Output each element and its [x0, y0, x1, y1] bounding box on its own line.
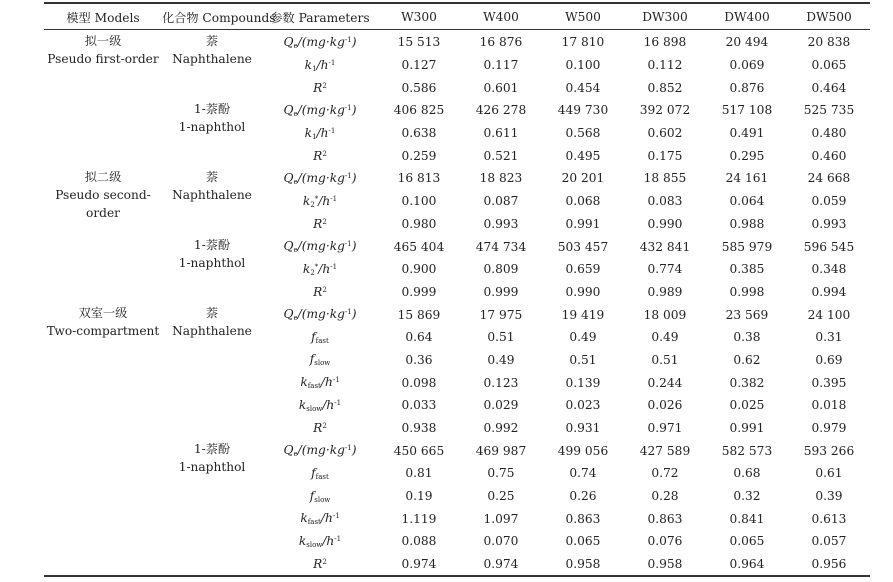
value-cell: 0.992: [483, 421, 519, 436]
param-symbol: k: [302, 261, 311, 276]
param-superscript: 2: [322, 558, 327, 567]
col-header-compounds: 化合物 Compounds: [162, 10, 276, 25]
value-cell: 427 589: [639, 443, 691, 458]
param-symbol: Q: [283, 307, 294, 322]
param-cell: [262, 54, 378, 77]
value-cell: 0.64: [405, 330, 433, 345]
value-cell: 0.087: [483, 194, 519, 209]
value-cell: 0.023: [565, 398, 601, 413]
value-cell: 0.990: [565, 284, 601, 299]
value-cell: 0.49: [487, 352, 515, 367]
compound-name-en: 1-naphthol: [178, 120, 246, 135]
value-cell: 18 009: [643, 307, 687, 322]
value-cell: 585 979: [721, 239, 773, 254]
param-subscript: fast: [307, 518, 321, 527]
value-cell: 0.74: [569, 466, 597, 481]
param-subscript: slow: [306, 540, 323, 549]
model-cell: [44, 31, 162, 167]
param-superscript: -1: [344, 35, 352, 44]
compound-cell: [162, 99, 262, 167]
value-cell: 582 573: [721, 443, 773, 458]
param-symbol: f: [309, 488, 315, 503]
compound-name-cn: 萘: [205, 170, 219, 185]
param-cell: [262, 485, 378, 508]
param-cell: [262, 190, 378, 213]
compound-name-cn: 萘: [205, 306, 219, 321]
value-cell: 0.979: [811, 421, 847, 436]
param-symbol: Q: [283, 239, 294, 254]
compound-name-cn: 1-萘酚: [193, 238, 231, 253]
param-symbol: k: [300, 375, 308, 390]
param-cell: [262, 213, 378, 236]
param-symbol: Q: [283, 170, 294, 185]
value-cell: 0.991: [729, 421, 765, 436]
compound-name-en: Naphthalene: [172, 188, 252, 203]
value-cell: 0.057: [811, 534, 847, 549]
param-unit: /h: [322, 397, 335, 412]
param-cell: [262, 349, 378, 372]
param-superscript: *: [314, 194, 319, 203]
param-unit: /h: [318, 193, 331, 208]
value-cell: 0.065: [565, 534, 601, 549]
value-cell: 0.638: [401, 126, 437, 141]
value-cell: 0.31: [815, 330, 843, 345]
value-cell: 0.51: [651, 352, 679, 367]
col-header-w400: W400: [483, 10, 519, 24]
value-cell: 503 457: [557, 239, 609, 254]
value-cell: 0.994: [811, 284, 847, 299]
param-superscript: 2: [322, 422, 327, 431]
param-cell: [262, 326, 378, 349]
value-cell: 0.991: [565, 216, 601, 231]
param-superscript: 2: [322, 217, 327, 226]
param-subscript: fast: [307, 382, 321, 391]
compound-name-cn: 萘: [205, 34, 219, 48]
param-subscript: 1: [312, 132, 317, 141]
value-cell: 406 825: [393, 103, 445, 118]
param-superscript: -1: [328, 126, 336, 135]
param-cell: [262, 303, 378, 326]
param-unit-close: ): [351, 239, 357, 254]
value-cell: 0.025: [729, 398, 765, 413]
value-cell: 0.988: [729, 216, 765, 231]
value-cell: 0.065: [729, 534, 765, 549]
value-cell: 0.385: [729, 262, 765, 277]
value-cell: 23 569: [725, 307, 769, 322]
value-cell: 0.613: [811, 511, 847, 526]
param-unit: /h: [322, 533, 335, 548]
value-cell: 0.259: [401, 148, 437, 163]
param-unit: /h: [320, 511, 333, 526]
value-cell: 0.065: [811, 58, 847, 73]
param-cell: [262, 122, 378, 145]
param-cell: [262, 462, 378, 485]
value-cell: 0.69: [815, 352, 843, 367]
value-cell: 24 100: [807, 307, 851, 322]
value-cell: 525 735: [803, 103, 855, 118]
param-superscript: 2: [322, 81, 327, 90]
value-cell: 15 869: [397, 307, 441, 322]
compound-name-en: Naphthalene: [172, 52, 252, 66]
value-cell: 0.964: [729, 557, 765, 572]
value-cell: 0.602: [647, 126, 683, 141]
value-cell: 0.971: [647, 421, 683, 436]
kinetics-table: [44, 5, 870, 576]
value-cell: 0.809: [483, 262, 519, 277]
value-cell: 0.38: [733, 330, 761, 345]
value-cell: 0.139: [565, 375, 601, 390]
table-row: [44, 303, 870, 326]
value-cell: 0.069: [729, 58, 765, 73]
value-cell: 0.863: [647, 511, 683, 526]
model-name-cn: 拟一级: [84, 34, 122, 48]
value-cell: 0.999: [483, 284, 519, 299]
value-cell: 0.586: [401, 80, 437, 95]
col-header-models: 模型 Models: [66, 10, 140, 25]
model-name-en: Two-compartment: [46, 324, 160, 339]
value-cell: 469 987: [475, 443, 527, 458]
param-symbol: Q: [283, 102, 294, 117]
value-cell: 0.659: [565, 262, 601, 277]
param-cell: [262, 371, 378, 394]
table-row: [44, 439, 870, 462]
param-cell: [262, 417, 378, 440]
value-cell: 0.993: [483, 216, 519, 231]
table-row: [44, 99, 870, 122]
value-cell: 0.395: [811, 375, 847, 390]
param-subscript: slow: [306, 404, 323, 413]
param-subscript: e: [293, 246, 298, 255]
value-cell: 0.464: [811, 80, 847, 95]
value-cell: 0.876: [729, 80, 765, 95]
value-cell: 17 975: [479, 307, 523, 322]
value-cell: 449 730: [557, 103, 609, 118]
param-cell: [262, 394, 378, 417]
model-name-en: Pseudo first-order: [47, 52, 159, 66]
value-cell: 17 810: [561, 35, 605, 50]
param-cell: [262, 439, 378, 462]
value-cell: 0.127: [401, 58, 437, 73]
value-cell: 0.083: [647, 194, 683, 209]
param-subscript: slow: [314, 495, 331, 504]
param-cell: [262, 258, 378, 281]
param-symbol: R: [313, 557, 323, 572]
param-cell: [262, 553, 378, 576]
value-cell: 0.033: [401, 398, 437, 413]
value-cell: 20 201: [561, 171, 605, 186]
value-cell: 0.39: [815, 489, 843, 504]
param-unit-close: ): [351, 170, 357, 185]
value-cell: 0.28: [651, 489, 679, 504]
compound-cell: [162, 167, 262, 235]
param-unit: /h: [318, 261, 331, 276]
param-symbol: R: [313, 80, 323, 95]
value-cell: 0.774: [647, 262, 683, 277]
value-cell: 24 668: [807, 171, 851, 186]
value-cell: 0.19: [405, 489, 433, 504]
value-cell: 432 841: [639, 239, 691, 254]
param-symbol: k: [298, 397, 307, 412]
value-cell: 0.480: [811, 126, 847, 141]
value-cell: 24 161: [725, 171, 769, 186]
param-superscript: 2: [322, 149, 327, 158]
value-cell: 16 898: [643, 35, 687, 50]
value-cell: 0.491: [729, 126, 765, 141]
param-symbol: k: [298, 533, 307, 548]
param-symbol: R: [313, 284, 323, 299]
param-symbol: k: [304, 125, 313, 140]
col-header-dw400: DW400: [724, 10, 770, 24]
param-superscript: -1: [334, 398, 342, 407]
value-cell: 0.076: [647, 534, 683, 549]
compound-name-en: Naphthalene: [172, 324, 252, 339]
value-cell: 18 823: [479, 171, 523, 186]
param-cell: [262, 507, 378, 530]
value-cell: 0.244: [647, 375, 683, 390]
value-cell: 450 665: [393, 443, 445, 458]
param-symbol: f: [309, 352, 315, 367]
model-name-en: order: [85, 206, 120, 221]
value-cell: 20 838: [807, 35, 851, 50]
value-cell: 1.119: [401, 511, 437, 526]
param-symbol: R: [313, 421, 323, 436]
value-cell: 0.993: [811, 216, 847, 231]
model-name-cn: 双室一级: [78, 306, 128, 321]
value-cell: 0.059: [811, 194, 847, 209]
compound-name-en: 1-naphthol: [178, 460, 246, 475]
value-cell: 0.32: [733, 489, 761, 504]
value-cell: 0.980: [401, 216, 437, 231]
value-cell: 0.49: [569, 330, 597, 345]
value-cell: 0.098: [401, 375, 437, 390]
param-cell: [262, 99, 378, 122]
table-row: [44, 31, 870, 54]
value-cell: 0.61: [815, 466, 843, 481]
value-cell: 465 404: [393, 239, 445, 254]
param-cell: [262, 31, 378, 54]
value-cell: 0.938: [401, 421, 437, 436]
param-symbol: k: [302, 193, 311, 208]
value-cell: 0.601: [483, 80, 519, 95]
value-cell: 0.931: [565, 421, 601, 436]
param-unit-close: ): [351, 102, 357, 117]
param-symbol: Q: [283, 443, 294, 458]
compound-name-cn: 1-萘酚: [193, 442, 231, 457]
compound-cell: [162, 439, 262, 575]
param-symbol: R: [313, 148, 323, 163]
param-subscript: 1: [312, 64, 317, 73]
value-cell: 0.611: [483, 126, 519, 141]
table-body: [44, 31, 870, 576]
param-unit: /(mg·kg: [297, 170, 345, 185]
param-cell: [262, 235, 378, 258]
value-cell: 0.295: [729, 148, 765, 163]
value-cell: 20 494: [725, 35, 769, 50]
param-superscript: -1: [344, 103, 352, 112]
model-name-cn: 拟二级: [84, 170, 122, 185]
value-cell: 0.68: [733, 466, 761, 481]
param-subscript: fast: [315, 472, 329, 481]
value-cell: 0.51: [569, 352, 597, 367]
value-cell: 1.097: [483, 511, 519, 526]
compound-cell: [162, 31, 262, 99]
value-cell: 0.999: [401, 284, 437, 299]
table-row: [44, 167, 870, 190]
param-unit: /(mg·kg: [297, 443, 345, 458]
value-cell: 0.521: [483, 148, 519, 163]
value-cell: 0.568: [565, 126, 601, 141]
value-cell: 16 876: [479, 35, 523, 50]
top-rule: [44, 2, 870, 4]
param-unit: /h: [316, 57, 329, 72]
value-cell: 0.75: [487, 466, 515, 481]
value-cell: 0.117: [483, 58, 519, 73]
param-subscript: slow: [314, 359, 331, 368]
value-cell: 593 266: [803, 443, 855, 458]
value-cell: 16 813: [397, 171, 441, 186]
param-superscript: -1: [334, 534, 342, 543]
param-symbol: k: [304, 57, 313, 72]
value-cell: 0.123: [483, 375, 519, 390]
param-subscript: e: [293, 41, 298, 50]
param-unit: /(mg·kg: [297, 34, 345, 49]
param-superscript: -1: [330, 262, 338, 271]
value-cell: 0.070: [483, 534, 519, 549]
compound-cell: [162, 235, 262, 303]
value-cell: 0.460: [811, 148, 847, 163]
value-cell: 0.900: [401, 262, 437, 277]
value-cell: 0.863: [565, 511, 601, 526]
value-cell: 474 734: [475, 239, 527, 254]
value-cell: 0.841: [729, 511, 765, 526]
header-row: [44, 5, 870, 29]
value-cell: 596 545: [803, 239, 855, 254]
param-cell: [262, 76, 378, 99]
param-subscript: 2: [310, 200, 315, 209]
value-cell: 0.454: [565, 80, 601, 95]
param-superscript: 2: [322, 285, 327, 294]
param-subscript: 2: [310, 268, 315, 277]
value-cell: 0.998: [729, 284, 765, 299]
value-cell: 0.26: [569, 489, 597, 504]
param-unit: /(mg·kg: [297, 239, 345, 254]
param-symbol: f: [311, 329, 316, 344]
param-symbol: f: [311, 465, 316, 480]
param-cell: [262, 530, 378, 553]
param-subscript: e: [293, 109, 298, 118]
value-cell: 0.495: [565, 148, 601, 163]
col-header-dw300: DW300: [642, 10, 688, 24]
value-cell: 499 056: [557, 443, 609, 458]
param-superscript: -1: [332, 512, 340, 521]
model-cell: [44, 167, 162, 303]
value-cell: 0.100: [401, 194, 437, 209]
value-cell: 15 513: [397, 35, 441, 50]
param-subscript: fast: [315, 336, 329, 345]
col-header-w500: W500: [565, 10, 601, 24]
model-cell: [44, 303, 162, 575]
value-cell: 0.112: [647, 58, 683, 73]
value-cell: 0.51: [487, 330, 515, 345]
param-superscript: -1: [330, 194, 338, 203]
col-header-parameters: 参数 Parameters: [270, 10, 370, 25]
value-cell: 0.958: [565, 557, 601, 572]
param-unit: /h: [320, 375, 333, 390]
value-cell: 0.72: [651, 466, 679, 481]
param-cell: [262, 167, 378, 190]
value-cell: 0.990: [647, 216, 683, 231]
value-cell: 517 108: [721, 103, 773, 118]
value-cell: 426 278: [475, 103, 527, 118]
col-header-w300: W300: [401, 10, 437, 24]
param-superscript: *: [314, 262, 319, 271]
value-cell: 0.49: [651, 330, 679, 345]
table-row: [44, 235, 870, 258]
value-cell: 0.018: [811, 398, 847, 413]
param-subscript: e: [293, 177, 298, 186]
value-cell: 0.25: [487, 489, 515, 504]
param-superscript: -1: [344, 171, 352, 180]
model-name-en: Pseudo second-: [55, 188, 151, 203]
value-cell: 0.956: [811, 557, 847, 572]
param-symbol: R: [313, 216, 323, 231]
value-cell: 18 855: [643, 171, 687, 186]
value-cell: 392 072: [639, 103, 691, 118]
param-cell: [262, 281, 378, 304]
value-cell: 0.382: [729, 375, 765, 390]
value-cell: 0.852: [647, 80, 683, 95]
param-unit: /(mg·kg: [297, 307, 345, 322]
value-cell: 0.088: [401, 534, 437, 549]
value-cell: 0.029: [483, 398, 519, 413]
param-superscript: -1: [344, 308, 352, 317]
value-cell: 0.974: [483, 557, 519, 572]
param-superscript: -1: [344, 240, 352, 249]
param-subscript: e: [293, 314, 298, 323]
value-cell: 0.175: [647, 148, 683, 163]
compound-cell: [162, 303, 262, 439]
param-superscript: -1: [344, 444, 352, 453]
param-cell: [262, 144, 378, 167]
value-cell: 0.026: [647, 398, 683, 413]
value-cell: 0.958: [647, 557, 683, 572]
value-cell: 0.974: [401, 557, 437, 572]
param-unit-close: ): [351, 307, 357, 322]
value-cell: 0.81: [405, 466, 433, 481]
value-cell: 0.064: [729, 194, 765, 209]
param-superscript: -1: [332, 376, 340, 385]
value-cell: 0.36: [405, 352, 433, 367]
col-header-dw500: DW500: [806, 10, 852, 24]
value-cell: 0.068: [565, 194, 601, 209]
param-subscript: e: [293, 450, 298, 459]
value-cell: 0.348: [811, 262, 847, 277]
compound-name-en: 1-naphthol: [178, 256, 246, 271]
param-unit-close: ): [351, 34, 357, 49]
value-cell: 0.989: [647, 284, 683, 299]
param-unit-close: ): [351, 443, 357, 458]
param-unit: /(mg·kg: [297, 102, 345, 117]
value-cell: 0.62: [733, 352, 761, 367]
param-superscript: -1: [328, 58, 336, 67]
param-symbol: k: [300, 511, 308, 526]
value-cell: 0.100: [565, 58, 601, 73]
compound-name-cn: 1-萘酚: [193, 102, 231, 117]
param-symbol: Q: [283, 34, 294, 49]
param-unit: /h: [316, 125, 329, 140]
value-cell: 19 419: [561, 307, 605, 322]
